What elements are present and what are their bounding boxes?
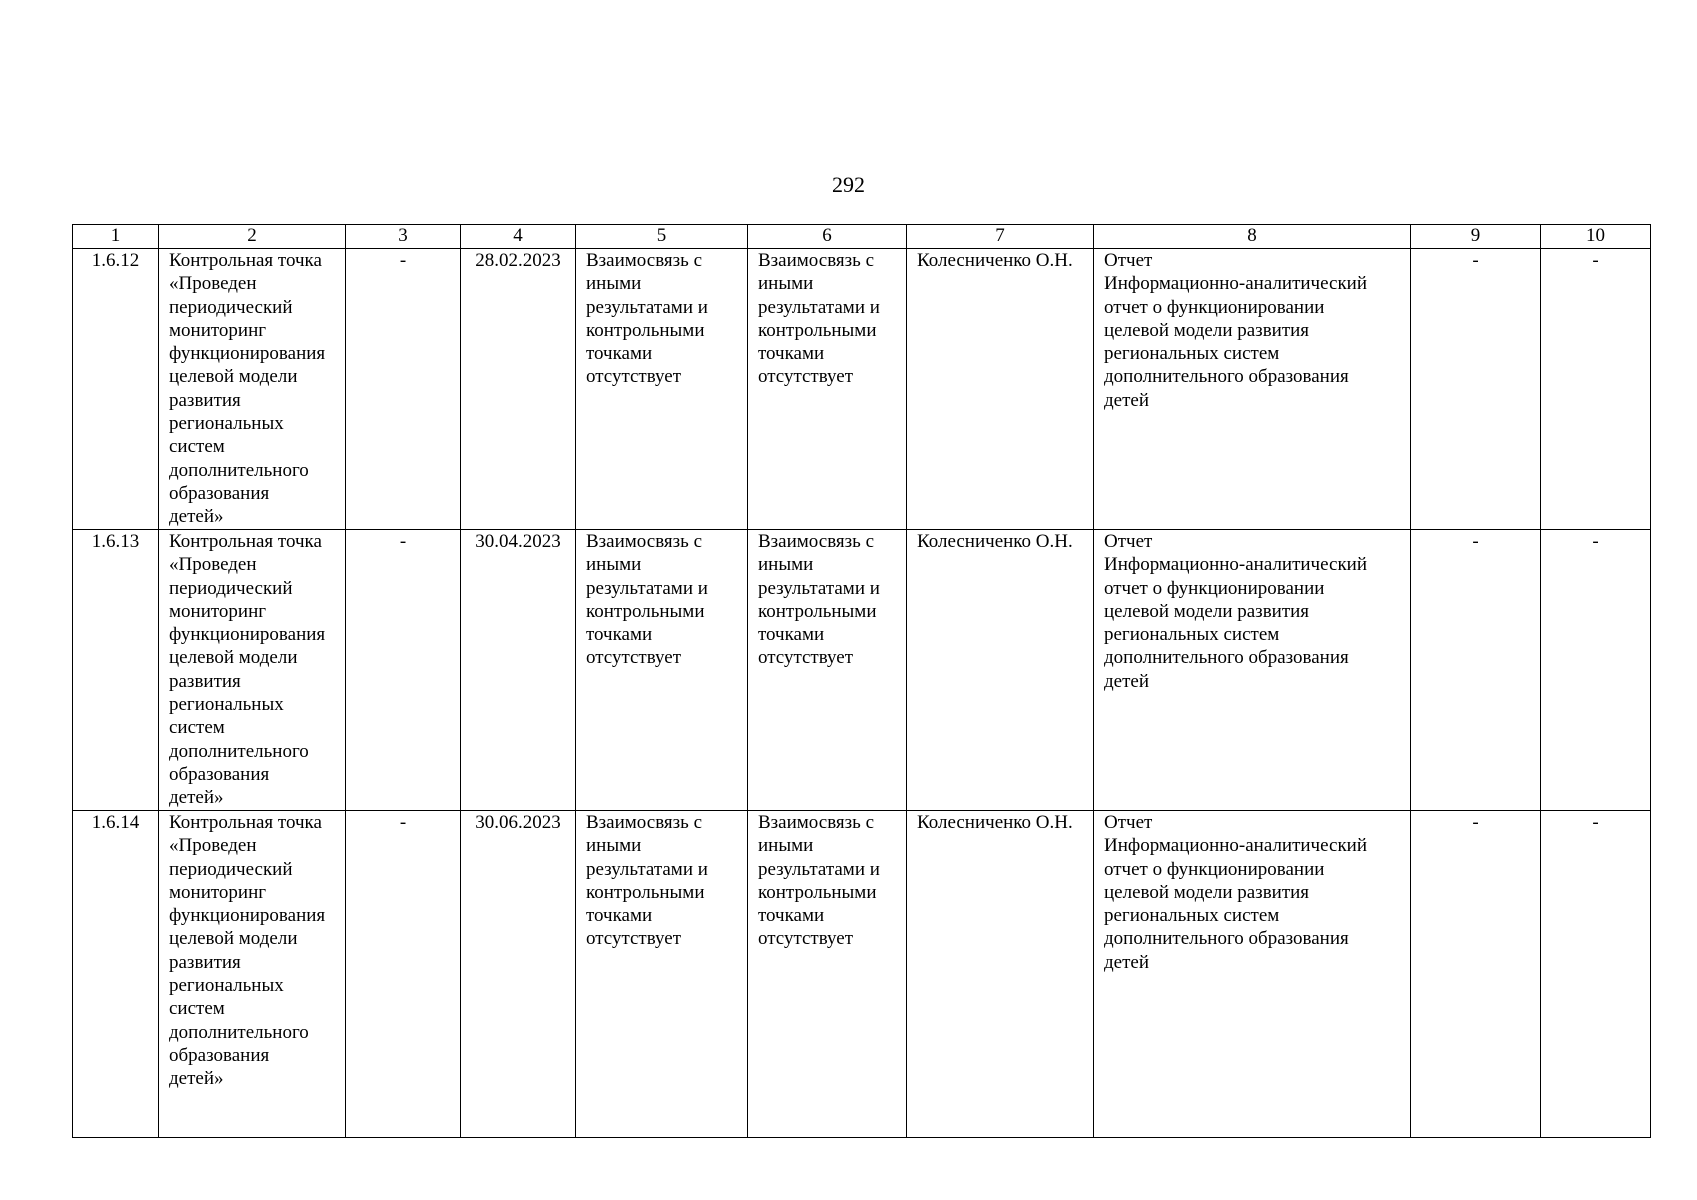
responsible-person: Колесниченко О.Н. [907,811,1094,1138]
table-row [73,811,1651,1138]
checkpoint-date: 28.02.2023 [461,249,576,530]
row-number: 1.6.13 [73,530,159,811]
relation-previous: Взаимосвязь с иными результатами и контрольными точками отсутствует [576,530,748,811]
checkpoint-name: Контрольная точка «Проведен периодический мониторинг функционирования целевой модели развития региональных систем дополнительного образования детей» [159,530,346,811]
relation-previous: Взаимосвязь с иными результатами и контрольными точками отсутствует [576,811,748,1138]
relation-next: Взаимосвязь с иными результатами и контрольными точками отсутствует [748,249,907,530]
cell-col9: - [1411,811,1541,1138]
table-row [73,249,1651,530]
column-header: 1 [73,225,159,249]
responsible-person: Колесниченко О.Н. [907,249,1094,530]
column-header: 6 [748,225,907,249]
cell-col3: - [346,530,461,811]
row-number: 1.6.14 [73,811,159,1138]
report-type: Отчет Информационно-аналитический отчет о функционировании целевой модели развития региональных систем дополнительного образования детей [1094,530,1411,811]
cell-col3: - [346,249,461,530]
checkpoints-table [72,224,1651,1138]
relation-previous: Взаимосвязь с иными результатами и контрольными точками отсутствует [576,249,748,530]
cell-col3: - [346,811,461,1138]
cell-col10: - [1541,249,1651,530]
column-header: 9 [1411,225,1541,249]
column-header: 5 [576,225,748,249]
page-number: 292 [832,172,865,197]
header-row [73,225,1651,249]
column-header: 2 [159,225,346,249]
relation-next: Взаимосвязь с иными результатами и контрольными точками отсутствует [748,530,907,811]
cell-col9: - [1411,530,1541,811]
report-type: Отчет Информационно-аналитический отчет о функционировании целевой модели развития региональных систем дополнительного образования детей [1094,811,1411,1138]
column-header: 7 [907,225,1094,249]
responsible-person: Колесниченко О.Н. [907,530,1094,811]
table-row [73,530,1651,811]
column-header: 10 [1541,225,1651,249]
checkpoint-date: 30.06.2023 [461,811,576,1138]
checkpoint-name: Контрольная точка «Проведен периодический мониторинг функционирования целевой модели развития региональных систем дополнительного образования детей» [159,811,346,1138]
cell-col10: - [1541,811,1651,1138]
checkpoint-date: 30.04.2023 [461,530,576,811]
checkpoint-name: Контрольная точка «Проведен периодический мониторинг функционирования целевой модели развития региональных систем дополнительного образования детей» [159,249,346,530]
report-type: Отчет Информационно-аналитический отчет о функционировании целевой модели развития региональных систем дополнительного образования детей [1094,249,1411,530]
column-header: 4 [461,225,576,249]
row-number: 1.6.12 [73,249,159,530]
column-header: 3 [346,225,461,249]
cell-col10: - [1541,530,1651,811]
cell-col9: - [1411,249,1541,530]
relation-next: Взаимосвязь с иными результатами и контрольными точками отсутствует [748,811,907,1138]
column-header: 8 [1094,225,1411,249]
